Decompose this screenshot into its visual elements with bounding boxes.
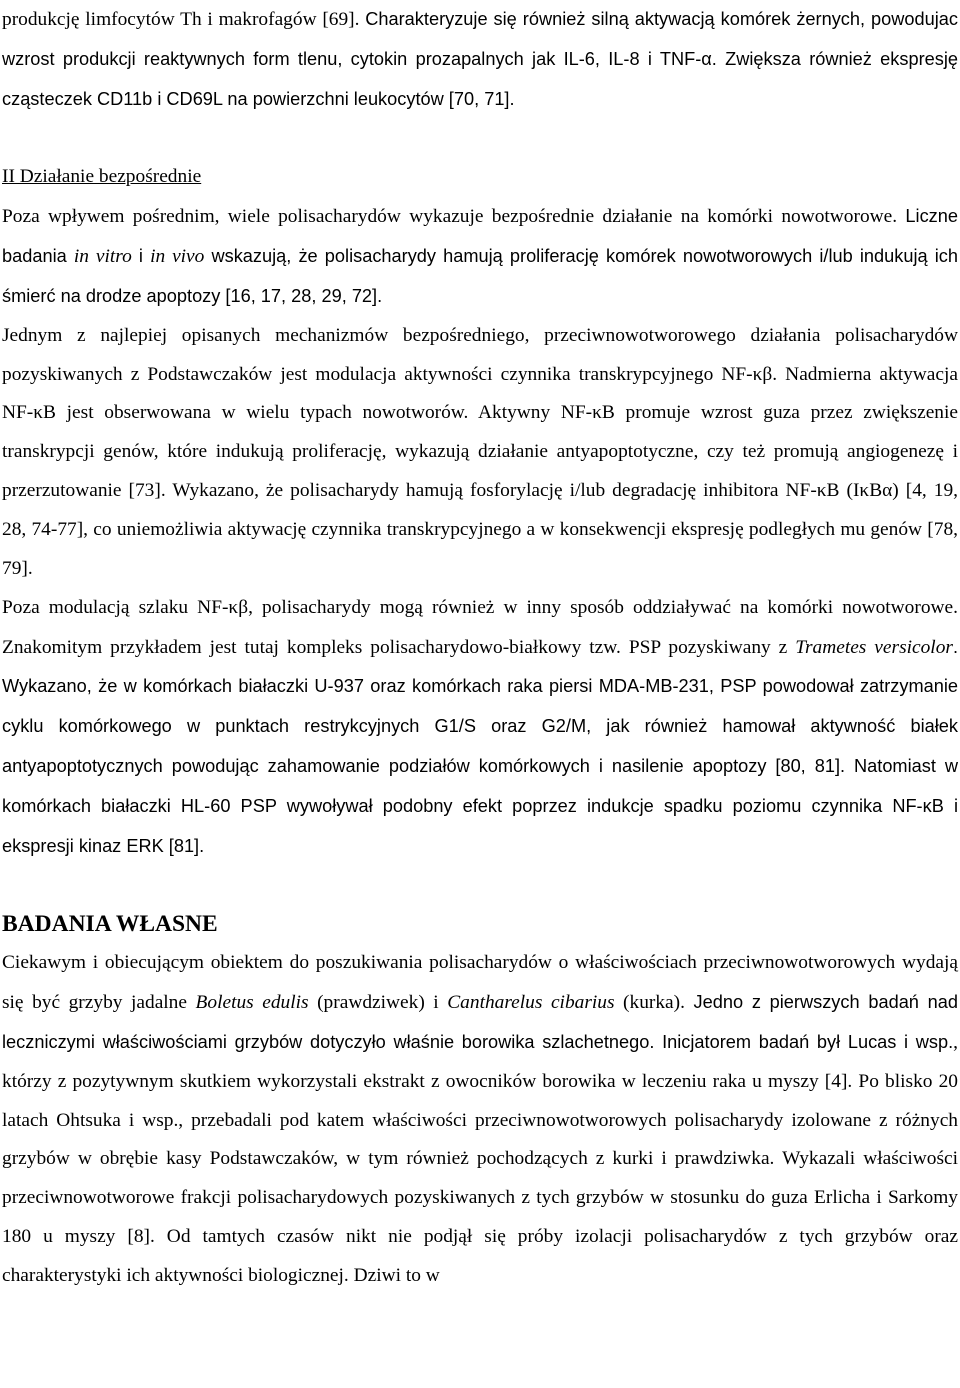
paragraph-3: Jednym z najlepiej opisanych mechanizmów bezpośredniego, przeciwnowotworowego działania polisacharydów pozyskiwanych z Podstawczaków jest modulacja aktywności czynnika transkrypcyjnego NF-κβ. Nadmierna aktywacja NF-κB jest obserwowana w wielu typach nowotworów. Aktywny NF-κB promuje wzrost guza przez zwiększenie transkrypcji genów, które indukują proliferację, wykazują działanie antyapoptotyczne, czy też promują angiogenezę i przerzutowanie [73]. Wykazano, że polisacharydy hamują fosforylację i/lub degradację inhibitora NF-κB (IκBα) [4, 19, 28, 74-77], co uniemożliwia aktywację czynnika transkrypcyjnego a w konsekwencji ekspresję podległych mu genów [78, 79]. <box>2 324 958 579</box>
paragraph-5-start: Ciekawym i obiecującym obiektem do poszukiwania polisacharydów o właściwościach przeciwnowotworowych wydają się być grzyby jadalne <box>2 952 958 1014</box>
paragraph-5-end: , którzy z pozytywnym skutkiem wykorzystali ekstrakt z owocników borowika w leczeniu raka u myszy [4]. Po blisko 20 latach Ohtsuka i wsp., przebadali pod katem właściwości przeciwnowotworowych polisacharydy izolowane z różnych grzybów w obrębie kasy Podstawczaków, w tym również pochodzących z kurki i prawdziwka. Wykazali właściwości przeciwnowotworowe frakcji polisacharydowych pozyskiwanych z tych grzybów w stosunku do guza Erlicha i Sarkomy 180 u myszy [8]. Od tamtych czasów nikt nie podjął się próby izolacji polisacharydów z tych grzybów oraz charakterystyki ich aktywności biologicznej. Dziwi to w <box>2 1031 958 1286</box>
paragraph-2-italic-2: in vivo <box>150 246 205 268</box>
paragraph-2-sans-1: Liczne badania <box>2 206 958 267</box>
document-page <box>2 0 958 1296</box>
paragraph-5-mid-2: (kurka). <box>614 992 694 1014</box>
paragraph-1 <box>2 0 958 120</box>
paragraph-5-mid-1: (prawdziwek) i <box>308 992 448 1014</box>
paragraph-4 <box>2 589 958 867</box>
paragraph-2-sans-2: i <box>131 246 151 267</box>
section-heading: BADANIA WŁASNE <box>2 911 218 938</box>
paragraph-1-start: produkcję limfocytów Th i makrofagów [69]. <box>2 9 366 30</box>
paragraph-5-species-1: Boletus edulis <box>195 992 309 1014</box>
paragraph-2-italic-1: in vitro <box>73 246 132 268</box>
paragraph-5-species-2: Cantharelus cibarius <box>447 992 615 1014</box>
paragraph-2-sans-3: wskazują, że polisacharydy hamują proliferację komórek nowotworowych i/lub indukują ich śmierć na drodze apoptozy [16, 17, 28, 29, 72]. <box>2 246 958 306</box>
paragraph-5 <box>2 944 958 1296</box>
paragraph-4-start: Poza modulacją szlaku NF-κβ, polisacharydy mogą również w inny sposób oddziaływać na komórki nowotworowe. Znakomitym przykładem jest tutaj kompleks polisacharydowo-białkowy tzw. PSP pozyskiwany z <box>2 596 958 658</box>
paragraph-1-sans: Charakteryzuje się również silną aktywacją komórek żernych, powodujac wzrost produkcji reaktywnych form tlenu, cytokin prozapalnych jak IL-6, IL-8 i TNF-α. Zwiększa również ekspresję cząsteczek CD11b i CD69L na powierzchni leukocytów [70, 71]. <box>2 9 958 109</box>
paragraph-4-rest: . Wykazano, że w komórkach białaczki U-937 oraz komórkach raka piersi MDA-MB-231, PSP powodował zatrzymanie cyklu komórkowego w punktach restrykcyjnych G1/S oraz G2/M, jak również hamował aktywność białek antyapoptotycznych powodując zahamowanie podziałów komórkowych i nasilenie apoptozy [80, 81]. Natomiast w komórkach białaczki HL-60 PSP wywoływał podobny efekt poprzez indukcje spadku poziomu czynnika NF-κB i ekspresji kinaz ERK [81]. <box>2 636 958 856</box>
blank-line <box>2 120 958 159</box>
paragraph-2-start: Poza wpływem pośrednim, wiele polisacharydów wykazuje bezpośrednie działanie na komórki nowotworowe. <box>2 206 906 228</box>
subheading-direct-action: II Działanie bezpośrednie <box>2 166 202 188</box>
paragraph-5-sans: Jedno z pierwszych badań nad leczniczymi właściwościami grzybów dotyczyło właśnie borowika szlachetnego. Inicjatorem badań był Lucas i wsp. <box>2 992 959 1052</box>
paragraph-2 <box>2 197 958 317</box>
paragraph-4-species: Trametes versicolor <box>795 636 953 658</box>
